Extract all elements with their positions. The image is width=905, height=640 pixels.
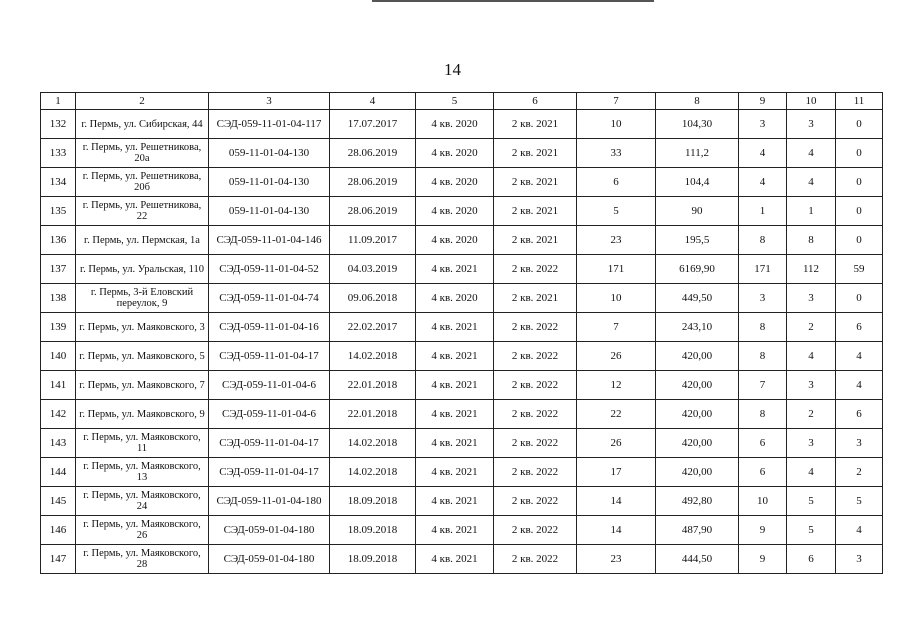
cell-residents-count: 14 (577, 487, 656, 516)
cell-row-number: 147 (41, 545, 76, 574)
column-header-1: 1 (41, 93, 76, 110)
cell-apartments-a: 4 (787, 458, 836, 487)
cell-apartments-a: 3 (787, 429, 836, 458)
cell-area: 420,00 (656, 429, 739, 458)
cell-address: г. Пермь, ул. Маяковского, 28 (76, 545, 209, 574)
cell-residents-count: 171 (577, 255, 656, 284)
column-header-8: 8 (656, 93, 739, 110)
cell-document-date: 14.02.2018 (330, 429, 416, 458)
cell-document-number: СЭД-059-01-04-180 (209, 516, 330, 545)
column-header-5: 5 (416, 93, 494, 110)
cell-start-quarter: 4 кв. 2021 (416, 313, 494, 342)
cell-area: 90 (656, 197, 739, 226)
cell-document-number: 059-11-01-04-130 (209, 168, 330, 197)
table-row (41, 197, 883, 226)
cell-end-quarter: 2 кв. 2022 (494, 313, 577, 342)
cell-end-quarter: 2 кв. 2022 (494, 255, 577, 284)
table-row (41, 516, 883, 545)
table-row (41, 371, 883, 400)
cell-end-quarter: 2 кв. 2022 (494, 545, 577, 574)
cell-apartments-b: 4 (836, 371, 883, 400)
cell-residents-count: 22 (577, 400, 656, 429)
cell-row-number: 141 (41, 371, 76, 400)
cell-apartments-total: 6 (739, 458, 787, 487)
cell-document-date: 14.02.2018 (330, 458, 416, 487)
table-row (41, 313, 883, 342)
cell-area: 104,4 (656, 168, 739, 197)
cell-address: г. Пермь, ул. Решетникова, 22 (76, 197, 209, 226)
cell-start-quarter: 4 кв. 2021 (416, 487, 494, 516)
cell-address: г. Пермь, ул. Маяковского, 24 (76, 487, 209, 516)
cell-apartments-b: 4 (836, 342, 883, 371)
cell-start-quarter: 4 кв. 2020 (416, 168, 494, 197)
cell-address: г. Пермь, ул. Уральская, 110 (76, 255, 209, 284)
column-header-7: 7 (577, 93, 656, 110)
cell-document-number: СЭД-059-11-01-04-180 (209, 487, 330, 516)
cell-apartments-b: 3 (836, 545, 883, 574)
cell-residents-count: 7 (577, 313, 656, 342)
cell-end-quarter: 2 кв. 2022 (494, 429, 577, 458)
cell-area: 449,50 (656, 284, 739, 313)
cell-address: г. Пермь, ул. Сибирская, 44 (76, 110, 209, 139)
cell-document-number: 059-11-01-04-130 (209, 139, 330, 168)
cell-start-quarter: 4 кв. 2021 (416, 400, 494, 429)
cell-address: г. Пермь, ул. Маяковского, 13 (76, 458, 209, 487)
cell-residents-count: 26 (577, 429, 656, 458)
cell-row-number: 144 (41, 458, 76, 487)
cell-end-quarter: 2 кв. 2022 (494, 342, 577, 371)
cell-document-number: СЭД-059-11-01-04-6 (209, 400, 330, 429)
cell-apartments-a: 1 (787, 197, 836, 226)
column-header-6: 6 (494, 93, 577, 110)
cell-apartments-a: 3 (787, 371, 836, 400)
cell-row-number: 132 (41, 110, 76, 139)
cell-apartments-total: 8 (739, 226, 787, 255)
cell-document-date: 17.07.2017 (330, 110, 416, 139)
cell-residents-count: 17 (577, 458, 656, 487)
cell-document-date: 28.06.2019 (330, 168, 416, 197)
cell-document-date: 18.09.2018 (330, 545, 416, 574)
cell-start-quarter: 4 кв. 2020 (416, 226, 494, 255)
cell-document-number: СЭД-059-11-01-04-146 (209, 226, 330, 255)
cell-row-number: 134 (41, 168, 76, 197)
column-header-3: 3 (209, 93, 330, 110)
cell-apartments-total: 3 (739, 284, 787, 313)
housing-table (40, 92, 883, 574)
cell-document-number: СЭД-059-11-01-04-6 (209, 371, 330, 400)
cell-document-date: 18.09.2018 (330, 516, 416, 545)
cell-area: 444,50 (656, 545, 739, 574)
cell-start-quarter: 4 кв. 2020 (416, 197, 494, 226)
cell-apartments-a: 2 (787, 313, 836, 342)
cell-address: г. Пермь, ул. Маяковского, 3 (76, 313, 209, 342)
cell-apartments-total: 3 (739, 110, 787, 139)
column-header-9: 9 (739, 93, 787, 110)
cell-apartments-total: 4 (739, 139, 787, 168)
cell-apartments-a: 2 (787, 400, 836, 429)
cell-document-date: 28.06.2019 (330, 139, 416, 168)
cell-area: 420,00 (656, 342, 739, 371)
cell-apartments-a: 5 (787, 487, 836, 516)
cell-residents-count: 23 (577, 226, 656, 255)
cell-residents-count: 26 (577, 342, 656, 371)
cell-residents-count: 10 (577, 284, 656, 313)
column-header-2: 2 (76, 93, 209, 110)
cell-address: г. Пермь, 3-й Еловский переулок, 9 (76, 284, 209, 313)
cell-row-number: 135 (41, 197, 76, 226)
cell-apartments-total: 8 (739, 400, 787, 429)
cell-apartments-a: 4 (787, 139, 836, 168)
cell-start-quarter: 4 кв. 2020 (416, 139, 494, 168)
cell-row-number: 146 (41, 516, 76, 545)
cell-area: 104,30 (656, 110, 739, 139)
cell-document-number: СЭД-059-11-01-04-74 (209, 284, 330, 313)
table-row (41, 342, 883, 371)
cell-apartments-b: 0 (836, 197, 883, 226)
cell-row-number: 145 (41, 487, 76, 516)
cell-residents-count: 10 (577, 110, 656, 139)
column-header-11: 11 (836, 93, 883, 110)
cell-residents-count: 33 (577, 139, 656, 168)
table-row (41, 487, 883, 516)
cell-apartments-b: 4 (836, 516, 883, 545)
cell-apartments-b: 0 (836, 110, 883, 139)
cell-area: 6169,90 (656, 255, 739, 284)
cell-document-number: СЭД-059-11-01-04-17 (209, 458, 330, 487)
cell-document-number: СЭД-059-11-01-04-17 (209, 429, 330, 458)
cell-start-quarter: 4 кв. 2021 (416, 342, 494, 371)
cell-document-number: СЭД-059-11-01-04-52 (209, 255, 330, 284)
cell-row-number: 142 (41, 400, 76, 429)
table-row (41, 284, 883, 313)
cell-area: 420,00 (656, 458, 739, 487)
table-row (41, 168, 883, 197)
cell-document-date: 11.09.2017 (330, 226, 416, 255)
cell-apartments-total: 8 (739, 313, 787, 342)
cell-apartments-total: 10 (739, 487, 787, 516)
scan-edge-rule (372, 0, 654, 2)
cell-apartments-b: 0 (836, 168, 883, 197)
cell-area: 492,80 (656, 487, 739, 516)
cell-apartments-b: 0 (836, 284, 883, 313)
cell-document-date: 14.02.2018 (330, 342, 416, 371)
cell-residents-count: 12 (577, 371, 656, 400)
cell-apartments-b: 0 (836, 226, 883, 255)
cell-apartments-total: 171 (739, 255, 787, 284)
cell-apartments-a: 6 (787, 545, 836, 574)
cell-document-date: 22.01.2018 (330, 400, 416, 429)
table-row (41, 400, 883, 429)
cell-document-date: 04.03.2019 (330, 255, 416, 284)
cell-address: г. Пермь, ул. Решетникова, 20б (76, 168, 209, 197)
cell-apartments-total: 8 (739, 342, 787, 371)
cell-end-quarter: 2 кв. 2022 (494, 371, 577, 400)
cell-start-quarter: 4 кв. 2021 (416, 545, 494, 574)
cell-address: г. Пермь, ул. Пермская, 1а (76, 226, 209, 255)
cell-apartments-total: 1 (739, 197, 787, 226)
cell-apartments-b: 3 (836, 429, 883, 458)
cell-apartments-a: 4 (787, 168, 836, 197)
cell-apartments-a: 8 (787, 226, 836, 255)
table-row (41, 255, 883, 284)
cell-document-date: 22.01.2018 (330, 371, 416, 400)
table-row (41, 226, 883, 255)
cell-start-quarter: 4 кв. 2021 (416, 516, 494, 545)
cell-end-quarter: 2 кв. 2022 (494, 516, 577, 545)
cell-start-quarter: 4 кв. 2021 (416, 429, 494, 458)
cell-apartments-b: 5 (836, 487, 883, 516)
column-header-10: 10 (787, 93, 836, 110)
cell-start-quarter: 4 кв. 2021 (416, 255, 494, 284)
cell-document-date: 28.06.2019 (330, 197, 416, 226)
cell-address: г. Пермь, ул. Решетникова, 20а (76, 139, 209, 168)
cell-end-quarter: 2 кв. 2021 (494, 139, 577, 168)
cell-residents-count: 23 (577, 545, 656, 574)
cell-residents-count: 5 (577, 197, 656, 226)
cell-apartments-total: 4 (739, 168, 787, 197)
cell-area: 195,5 (656, 226, 739, 255)
cell-document-number: 059-11-01-04-130 (209, 197, 330, 226)
cell-start-quarter: 4 кв. 2021 (416, 371, 494, 400)
cell-area: 111,2 (656, 139, 739, 168)
cell-apartments-a: 112 (787, 255, 836, 284)
table-row (41, 429, 883, 458)
cell-row-number: 133 (41, 139, 76, 168)
cell-residents-count: 14 (577, 516, 656, 545)
table-body (41, 110, 883, 574)
cell-apartments-b: 59 (836, 255, 883, 284)
cell-document-number: СЭД-059-11-01-04-117 (209, 110, 330, 139)
cell-apartments-total: 9 (739, 545, 787, 574)
cell-end-quarter: 2 кв. 2021 (494, 168, 577, 197)
cell-area: 243,10 (656, 313, 739, 342)
cell-end-quarter: 2 кв. 2022 (494, 458, 577, 487)
cell-address: г. Пермь, ул. Маяковского, 5 (76, 342, 209, 371)
page-number: 14 (444, 60, 461, 79)
cell-document-date: 22.02.2017 (330, 313, 416, 342)
cell-address: г. Пермь, ул. Маяковского, 9 (76, 400, 209, 429)
cell-document-date: 09.06.2018 (330, 284, 416, 313)
cell-address: г. Пермь, ул. Маяковского, 11 (76, 429, 209, 458)
cell-document-date: 18.09.2018 (330, 487, 416, 516)
cell-end-quarter: 2 кв. 2021 (494, 284, 577, 313)
cell-row-number: 138 (41, 284, 76, 313)
cell-end-quarter: 2 кв. 2021 (494, 197, 577, 226)
cell-apartments-a: 3 (787, 110, 836, 139)
table-row (41, 139, 883, 168)
cell-row-number: 137 (41, 255, 76, 284)
cell-document-number: СЭД-059-11-01-04-17 (209, 342, 330, 371)
cell-apartments-b: 0 (836, 139, 883, 168)
cell-residents-count: 6 (577, 168, 656, 197)
cell-apartments-a: 3 (787, 284, 836, 313)
cell-address: г. Пермь, ул. Маяковского, 26 (76, 516, 209, 545)
cell-apartments-total: 9 (739, 516, 787, 545)
cell-row-number: 139 (41, 313, 76, 342)
cell-start-quarter: 4 кв. 2020 (416, 284, 494, 313)
cell-area: 420,00 (656, 400, 739, 429)
cell-apartments-b: 2 (836, 458, 883, 487)
table-row (41, 545, 883, 574)
cell-apartments-b: 6 (836, 400, 883, 429)
table-header-row (41, 93, 883, 110)
cell-row-number: 143 (41, 429, 76, 458)
cell-end-quarter: 2 кв. 2021 (494, 110, 577, 139)
cell-area: 420,00 (656, 371, 739, 400)
cell-end-quarter: 2 кв. 2021 (494, 226, 577, 255)
cell-apartments-total: 6 (739, 429, 787, 458)
cell-apartments-total: 7 (739, 371, 787, 400)
cell-end-quarter: 2 кв. 2022 (494, 400, 577, 429)
cell-start-quarter: 4 кв. 2020 (416, 110, 494, 139)
cell-row-number: 140 (41, 342, 76, 371)
cell-area: 487,90 (656, 516, 739, 545)
cell-apartments-b: 6 (836, 313, 883, 342)
cell-row-number: 136 (41, 226, 76, 255)
cell-start-quarter: 4 кв. 2021 (416, 458, 494, 487)
cell-apartments-a: 4 (787, 342, 836, 371)
cell-document-number: СЭД-059-01-04-180 (209, 545, 330, 574)
cell-end-quarter: 2 кв. 2022 (494, 487, 577, 516)
table-row (41, 110, 883, 139)
cell-document-number: СЭД-059-11-01-04-16 (209, 313, 330, 342)
column-header-4: 4 (330, 93, 416, 110)
cell-apartments-a: 5 (787, 516, 836, 545)
table-row (41, 458, 883, 487)
cell-address: г. Пермь, ул. Маяковского, 7 (76, 371, 209, 400)
